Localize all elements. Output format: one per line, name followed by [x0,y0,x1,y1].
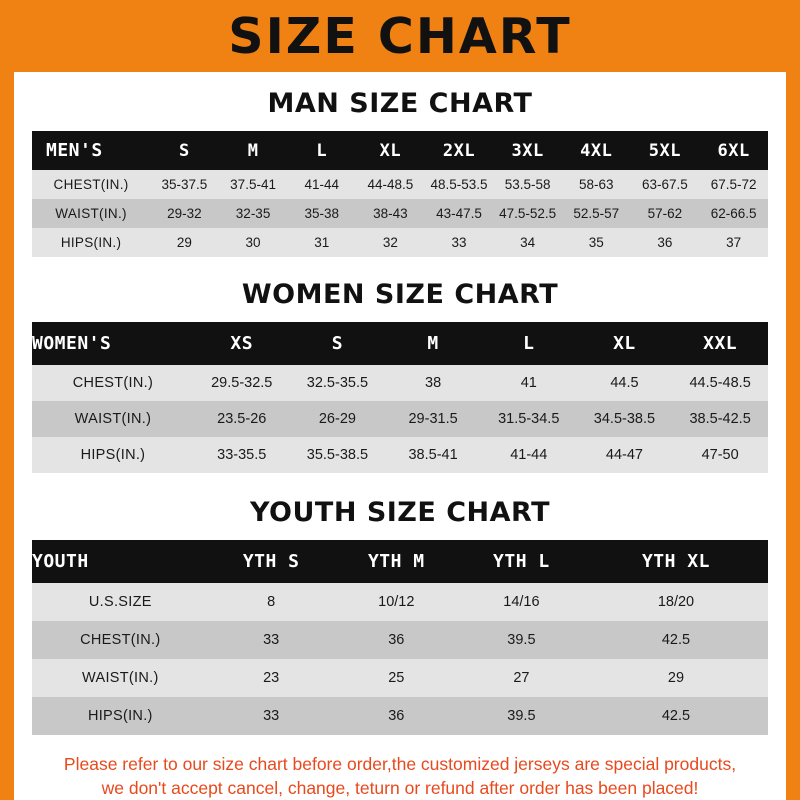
cell: 39.5 [459,697,584,735]
women-section-title: WOMEN SIZE CHART [241,279,559,310]
cell: 33 [209,697,334,735]
row-label: CHEST(IN.) [32,621,209,659]
cell: 67.5-72 [699,170,768,199]
cell: 47-50 [672,437,768,473]
column-header: XL [577,322,673,365]
cell: 35-37.5 [150,170,219,199]
cell: 35-38 [287,199,356,228]
cell: 36 [334,621,459,659]
cell: 62-66.5 [699,199,768,228]
column-header: 6XL [699,131,768,170]
women-size-table [32,322,768,473]
footer-line-2: we don't accept cancel, change, teturn or refund after order has been placed! [101,777,699,798]
cell: 38-43 [356,199,425,228]
cell: 42.5 [584,621,768,659]
table-row [32,437,768,473]
table-row [32,170,768,199]
cell: 31.5-34.5 [481,401,577,437]
cell: 48.5-53.5 [425,170,494,199]
cell: 47.5-52.5 [493,199,562,228]
column-header: XL [356,131,425,170]
column-header: M [385,322,481,365]
cell: 35 [562,228,631,257]
cell: 44.5 [577,365,673,401]
cell: 32.5-35.5 [290,365,386,401]
youth-size-table [32,540,768,735]
cell: 37.5-41 [219,170,288,199]
table-row [32,659,768,697]
cell: 23 [209,659,334,697]
cell: 29 [150,228,219,257]
column-header: YTH L [459,540,584,583]
man-size-section [14,88,786,257]
cell: 42.5 [584,697,768,735]
cell: 36 [631,228,700,257]
cell: 38.5-42.5 [672,401,768,437]
cell: 31 [287,228,356,257]
column-header: 5XL [631,131,700,170]
row-label: WAIST(IN.) [32,401,194,437]
column-header: L [287,131,356,170]
cell: 63-67.5 [631,170,700,199]
column-header: 3XL [493,131,562,170]
column-header: YTH S [209,540,334,583]
women-size-section [14,279,786,473]
table-row [32,365,768,401]
cell: 57-62 [631,199,700,228]
cell: 38 [385,365,481,401]
cell: 53.5-58 [493,170,562,199]
row-label: U.S.SIZE [32,583,209,621]
cell: 33 [209,621,334,659]
table-row [32,199,768,228]
man-size-table [32,131,768,257]
cell: 25 [334,659,459,697]
cell: 18/20 [584,583,768,621]
cell: 26-29 [290,401,386,437]
cell: 27 [459,659,584,697]
footer-line-1: Please refer to our size chart before order,the customized jerseys are special products, [63,754,737,774]
table-header-row [32,322,768,365]
cell: 34 [493,228,562,257]
cell: 38.5-41 [385,437,481,473]
youth-size-section [14,497,786,735]
row-label: WAIST(IN.) [32,659,209,697]
table-header-row [32,540,768,583]
column-header: S [290,322,386,365]
column-header: WOMEN'S [32,322,194,365]
row-label: HIPS(IN.) [32,228,150,257]
cell: 43-47.5 [425,199,494,228]
cell: 33-35.5 [194,437,290,473]
cell: 41 [481,365,577,401]
column-header: YTH XL [584,540,768,583]
row-label: HIPS(IN.) [32,437,194,473]
cell: 14/16 [459,583,584,621]
column-header: YOUTH [32,540,209,583]
row-label: HIPS(IN.) [32,697,209,735]
column-header: S [150,131,219,170]
cell: 37 [699,228,768,257]
table-row [32,401,768,437]
table-row [32,697,768,735]
row-label: CHEST(IN.) [32,365,194,401]
cell: 58-63 [562,170,631,199]
table-row [32,621,768,659]
cell: 32 [356,228,425,257]
cell: 44-47 [577,437,673,473]
cell: 33 [425,228,494,257]
row-label: CHEST(IN.) [32,170,150,199]
table-row [32,228,768,257]
cell: 34.5-38.5 [577,401,673,437]
cell: 52.5-57 [562,199,631,228]
page-title: SIZE CHART [228,7,572,65]
cell: 29-31.5 [385,401,481,437]
cell: 29-32 [150,199,219,228]
column-header: 4XL [562,131,631,170]
cell: 36 [334,697,459,735]
table-header-row [32,131,768,170]
cell: 32-35 [219,199,288,228]
banner [0,0,800,72]
column-header: 2XL [425,131,494,170]
man-section-title: MAN SIZE CHART [267,88,533,119]
cell: 41-44 [481,437,577,473]
cell: 23.5-26 [194,401,290,437]
youth-section-title: YOUTH SIZE CHART [249,497,551,528]
cell: 8 [209,583,334,621]
cell: 41-44 [287,170,356,199]
cell: 29 [584,659,768,697]
column-header: YTH M [334,540,459,583]
cell: 30 [219,228,288,257]
column-header: XXL [672,322,768,365]
column-header: M [219,131,288,170]
cell: 44.5-48.5 [672,365,768,401]
column-header: L [481,322,577,365]
cell: 29.5-32.5 [194,365,290,401]
cell: 10/12 [334,583,459,621]
row-label: WAIST(IN.) [32,199,150,228]
table-row [32,583,768,621]
cell: 44-48.5 [356,170,425,199]
cell: 39.5 [459,621,584,659]
column-header: XS [194,322,290,365]
column-header: MEN'S [32,131,150,170]
footer-note [14,753,786,800]
cell: 35.5-38.5 [290,437,386,473]
